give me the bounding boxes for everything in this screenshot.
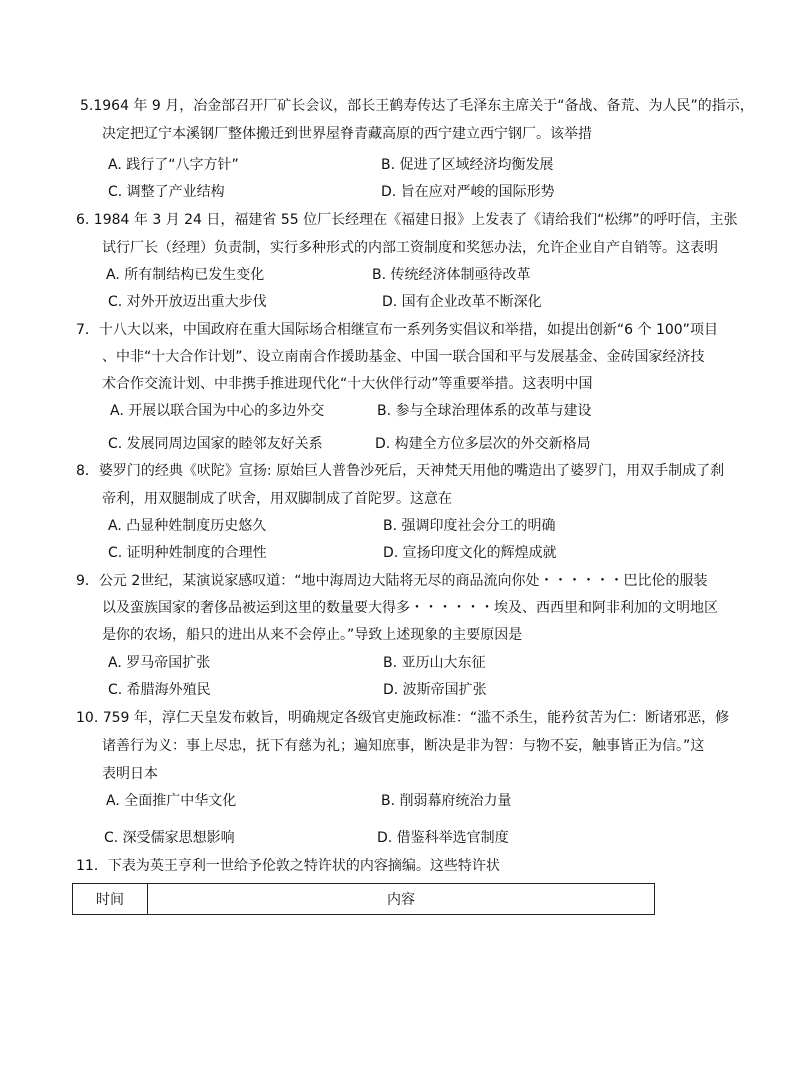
table-header-time: 时间 <box>73 884 148 915</box>
question-6-option-b[interactable]: B. 传统经济体制亟待改革 <box>372 267 531 283</box>
question-9-option-d[interactable]: D. 波斯帝国扩张 <box>383 682 487 698</box>
question-6-option-c[interactable]: C. 对外开放迈出重大步伐 <box>108 294 267 310</box>
question-10-option-d[interactable]: D. 借鉴科举选官制度 <box>377 830 509 846</box>
question-9-option-a[interactable]: A. 罗马帝国扩张 <box>108 655 211 671</box>
question-6-option-d[interactable]: D. 国有企业改革不断深化 <box>382 294 542 310</box>
question-6-option-a[interactable]: A. 所有制结构已发生变化 <box>106 267 265 283</box>
question-7-option-b[interactable]: B. 参与全球治理体系的改革与建设 <box>377 403 592 419</box>
question-10-option-b[interactable]: B. 削弱幕府统治力量 <box>381 793 512 809</box>
question-5-option-a[interactable]: A. 践行了“八字方针” <box>108 157 239 173</box>
question-5-line-1: 5.1964 年 9 月，冶金部召开厂矿长会议，部长王鹤寿传达了毛泽东主席关于“备战、备荒、为人民”的指示， <box>80 98 754 114</box>
question-5-option-d[interactable]: D. 旨在应对严峻的国际形势 <box>381 184 555 200</box>
question-9-option-b[interactable]: B. 亚历山大东征 <box>383 655 486 671</box>
question-8-line-1: 8．婆罗门的经典《吠陀》宣扬: 原始巨人普鲁沙死后，天神梵天用他的嘴造出了婆罗门，用双手制成了刹 <box>76 463 725 479</box>
question-8-option-c[interactable]: C. 证明种姓制度的合理性 <box>108 545 267 561</box>
question-9-line-3: 是你的农场，船只的进出从来不会停止。”导致上述现象的主要原因是 <box>102 627 523 643</box>
question-8-line-2: 帝利，用双腿制成了吠舍，用双脚制成了首陀罗。这意在 <box>102 491 452 507</box>
question-8-option-b[interactable]: B. 强调印度社会分工的明确 <box>383 518 556 534</box>
question-9-line-2: 以及蛮族国家的奢侈品被运到这里的数量要大得多・・・・・・埃及、西西里和阿非利加的文明地区 <box>102 600 718 616</box>
table-header-content: 内容 <box>148 884 655 915</box>
charter-table <box>72 883 655 915</box>
table-header-row <box>73 884 655 915</box>
question-10-line-1: 10. 759 年，淳仁天皇发布敕旨，明确规定各级官吏施政标准：“滥不杀生，能矜贫苦为仁：断诸邪恶，修 <box>76 710 730 726</box>
question-10-option-c[interactable]: C. 深受儒家思想影响 <box>104 830 235 846</box>
question-7-line-3: 术合作交流计划、中非携手推进现代化“十大伙伴行动”等重要举措。这表明中国 <box>102 376 593 392</box>
question-10-line-2: 诸善行为义：事上尽忠，抚下有慈为礼；遍知庶事，断决是非为智：与物不妄，触事皆正为信。”这 <box>102 738 705 754</box>
question-6-line-1: 6. 1984 年 3 月 24 日，福建省 55 位厂长经理在《福建日报》上发表了《请给我们“松绑”的呼吁信，主张 <box>76 212 738 228</box>
question-10-option-a[interactable]: A. 全面推广中华文化 <box>106 793 237 809</box>
question-7-option-a[interactable]: A. 开展以联合国为中心的多边外交 <box>110 403 325 419</box>
question-5-line-2: 决定把辽宁本溪钢厂整体搬迁到世界屋脊青藏高原的西宁建立西宁钢厂。该举措 <box>102 126 592 142</box>
question-6-line-2: 试行厂长（经理）负责制，实行多种形式的内部工资制度和奖惩办法，允许企业自产自销等。这表明 <box>102 240 718 256</box>
question-5-option-b[interactable]: B. 促进了区域经济均衡发展 <box>381 157 554 173</box>
question-10-line-3: 表明日本 <box>102 766 158 782</box>
question-8-option-a[interactable]: A. 凸显种姓制度历史悠久 <box>108 518 267 534</box>
question-8-option-d[interactable]: D. 宣扬印度文化的辉煌成就 <box>383 545 557 561</box>
question-11-line-1: 11．下表为英王亨利一世给予伦敦之特许状的内容摘编。这些特许状 <box>76 858 500 874</box>
question-7-option-d[interactable]: D. 构建全方位多层次的外交新格局 <box>375 436 591 452</box>
question-7-line-1: 7．十八大以来，中国政府在重大国际场合相继宣布一系列务实倡议和举措，如提出创新“6 个 100”项目 <box>76 322 718 338</box>
question-7-option-c[interactable]: C. 发展同周边国家的睦邻友好关系 <box>108 436 323 452</box>
question-9-option-c[interactable]: C. 希腊海外殖民 <box>108 682 211 698</box>
question-9-line-1: 9．公元 2世纪，某演说家感叹道：“地中海周边大陆将无尽的商品流向你处・・・・・・巴比伦的服装 <box>76 573 708 589</box>
question-7-line-2: 、中非“十大合作计划”、设立南南合作援助基金、中国一联合国和平与发展基金、金砖国家经济技 <box>102 349 705 365</box>
question-5-option-c[interactable]: C. 调整了产业结构 <box>108 184 225 200</box>
